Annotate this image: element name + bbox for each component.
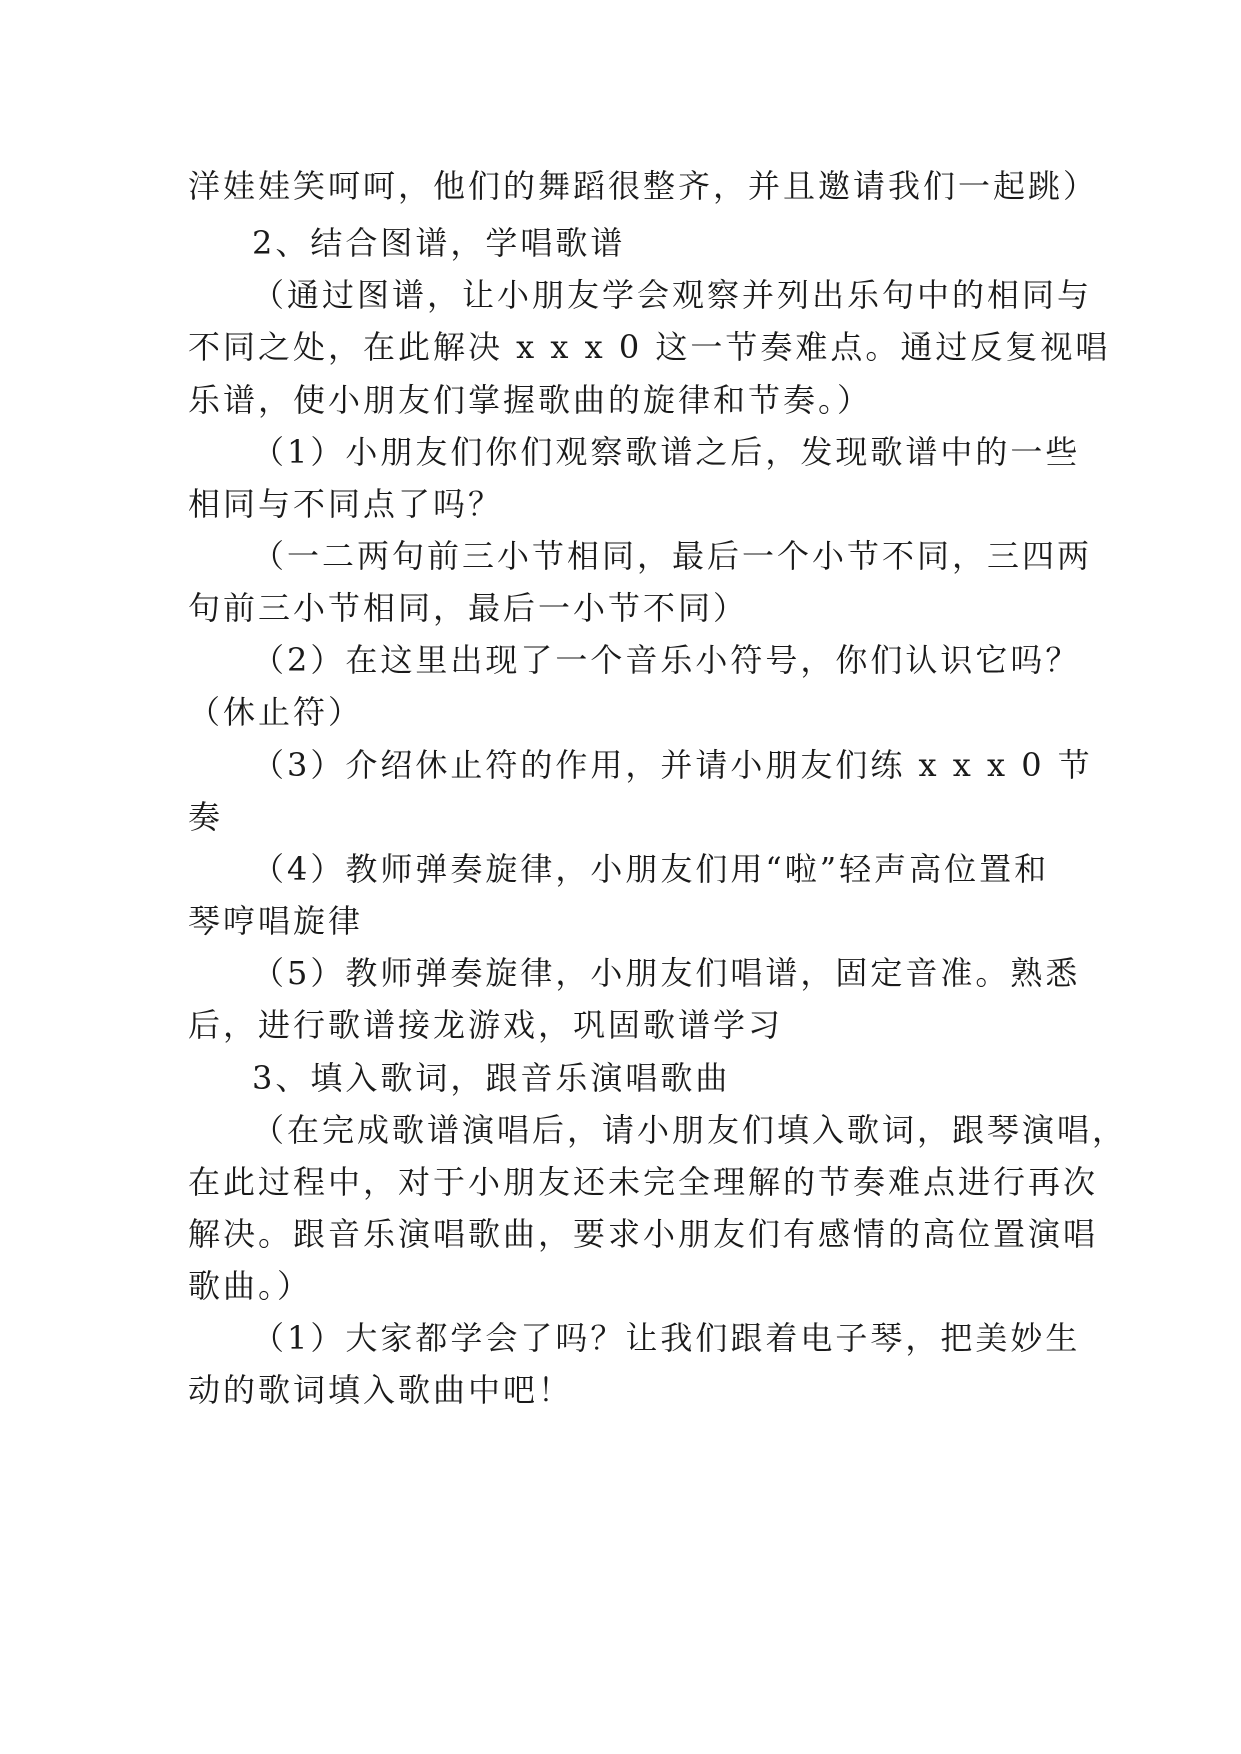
- text-line: 乐谱，使小朋友们掌握歌曲的旋律和节奏。）: [188, 381, 873, 419]
- text-line: 动的歌词填入歌曲中吧！: [188, 1371, 574, 1409]
- text-line: （3）介绍休止符的作用，并请小朋友们练 x x x 0 节: [252, 746, 1093, 784]
- text-line: （休止符）: [188, 693, 364, 731]
- text-line: （1）大家都学会了吗？让我们跟着电子琴，把美妙生: [252, 1319, 1081, 1357]
- text-line: 后，进行歌谱接龙游戏，巩固歌谱学习: [188, 1006, 784, 1044]
- text-line: （1）小朋友们你们观察歌谱之后，发现歌谱中的一些: [252, 433, 1081, 471]
- text-line: （在完成歌谱演唱后，请小朋友们填入歌词，跟琴演唱，: [252, 1111, 1128, 1149]
- text-line: 在此过程中，对于小朋友还未完全理解的节奏难点进行再次: [188, 1163, 1099, 1201]
- text-line: 歌曲。）: [188, 1267, 313, 1305]
- text-line: （通过图谱，让小朋友学会观察并列出乐句中的相同与: [252, 276, 1093, 314]
- text-line: 不同之处，在此解决 x x x 0 这一节奏难点。通过反复视唱: [188, 328, 1111, 366]
- text-line: （一二两句前三小节相同，最后一个小节不同，三四两: [252, 537, 1093, 575]
- text-line: 奏: [188, 798, 224, 836]
- text-line: 相同与不同点了吗？: [188, 485, 504, 523]
- text-line: （5）教师弹奏旋律，小朋友们唱谱，固定音准。熟悉: [252, 954, 1081, 992]
- text-line: 洋娃娃笑呵呵，他们的舞蹈很整齐，并且邀请我们一起跳）: [188, 167, 1099, 205]
- text-line: 琴哼唱旋律: [188, 902, 364, 940]
- text-line: （2）在这里出现了一个音乐小符号，你们认识它吗？: [252, 641, 1081, 679]
- section-heading: 3、填入歌词，跟音乐演唱歌曲: [252, 1059, 731, 1097]
- text-line: 解决。跟音乐演唱歌曲，要求小朋友们有感情的高位置演唱: [188, 1215, 1099, 1253]
- section-heading: 2、结合图谱，学唱歌谱: [252, 224, 626, 262]
- text-line: 句前三小节相同，最后一小节不同）: [188, 589, 749, 627]
- text-line: （4）教师弹奏旋律，小朋友们用“啦”轻声高位置和: [252, 850, 1050, 888]
